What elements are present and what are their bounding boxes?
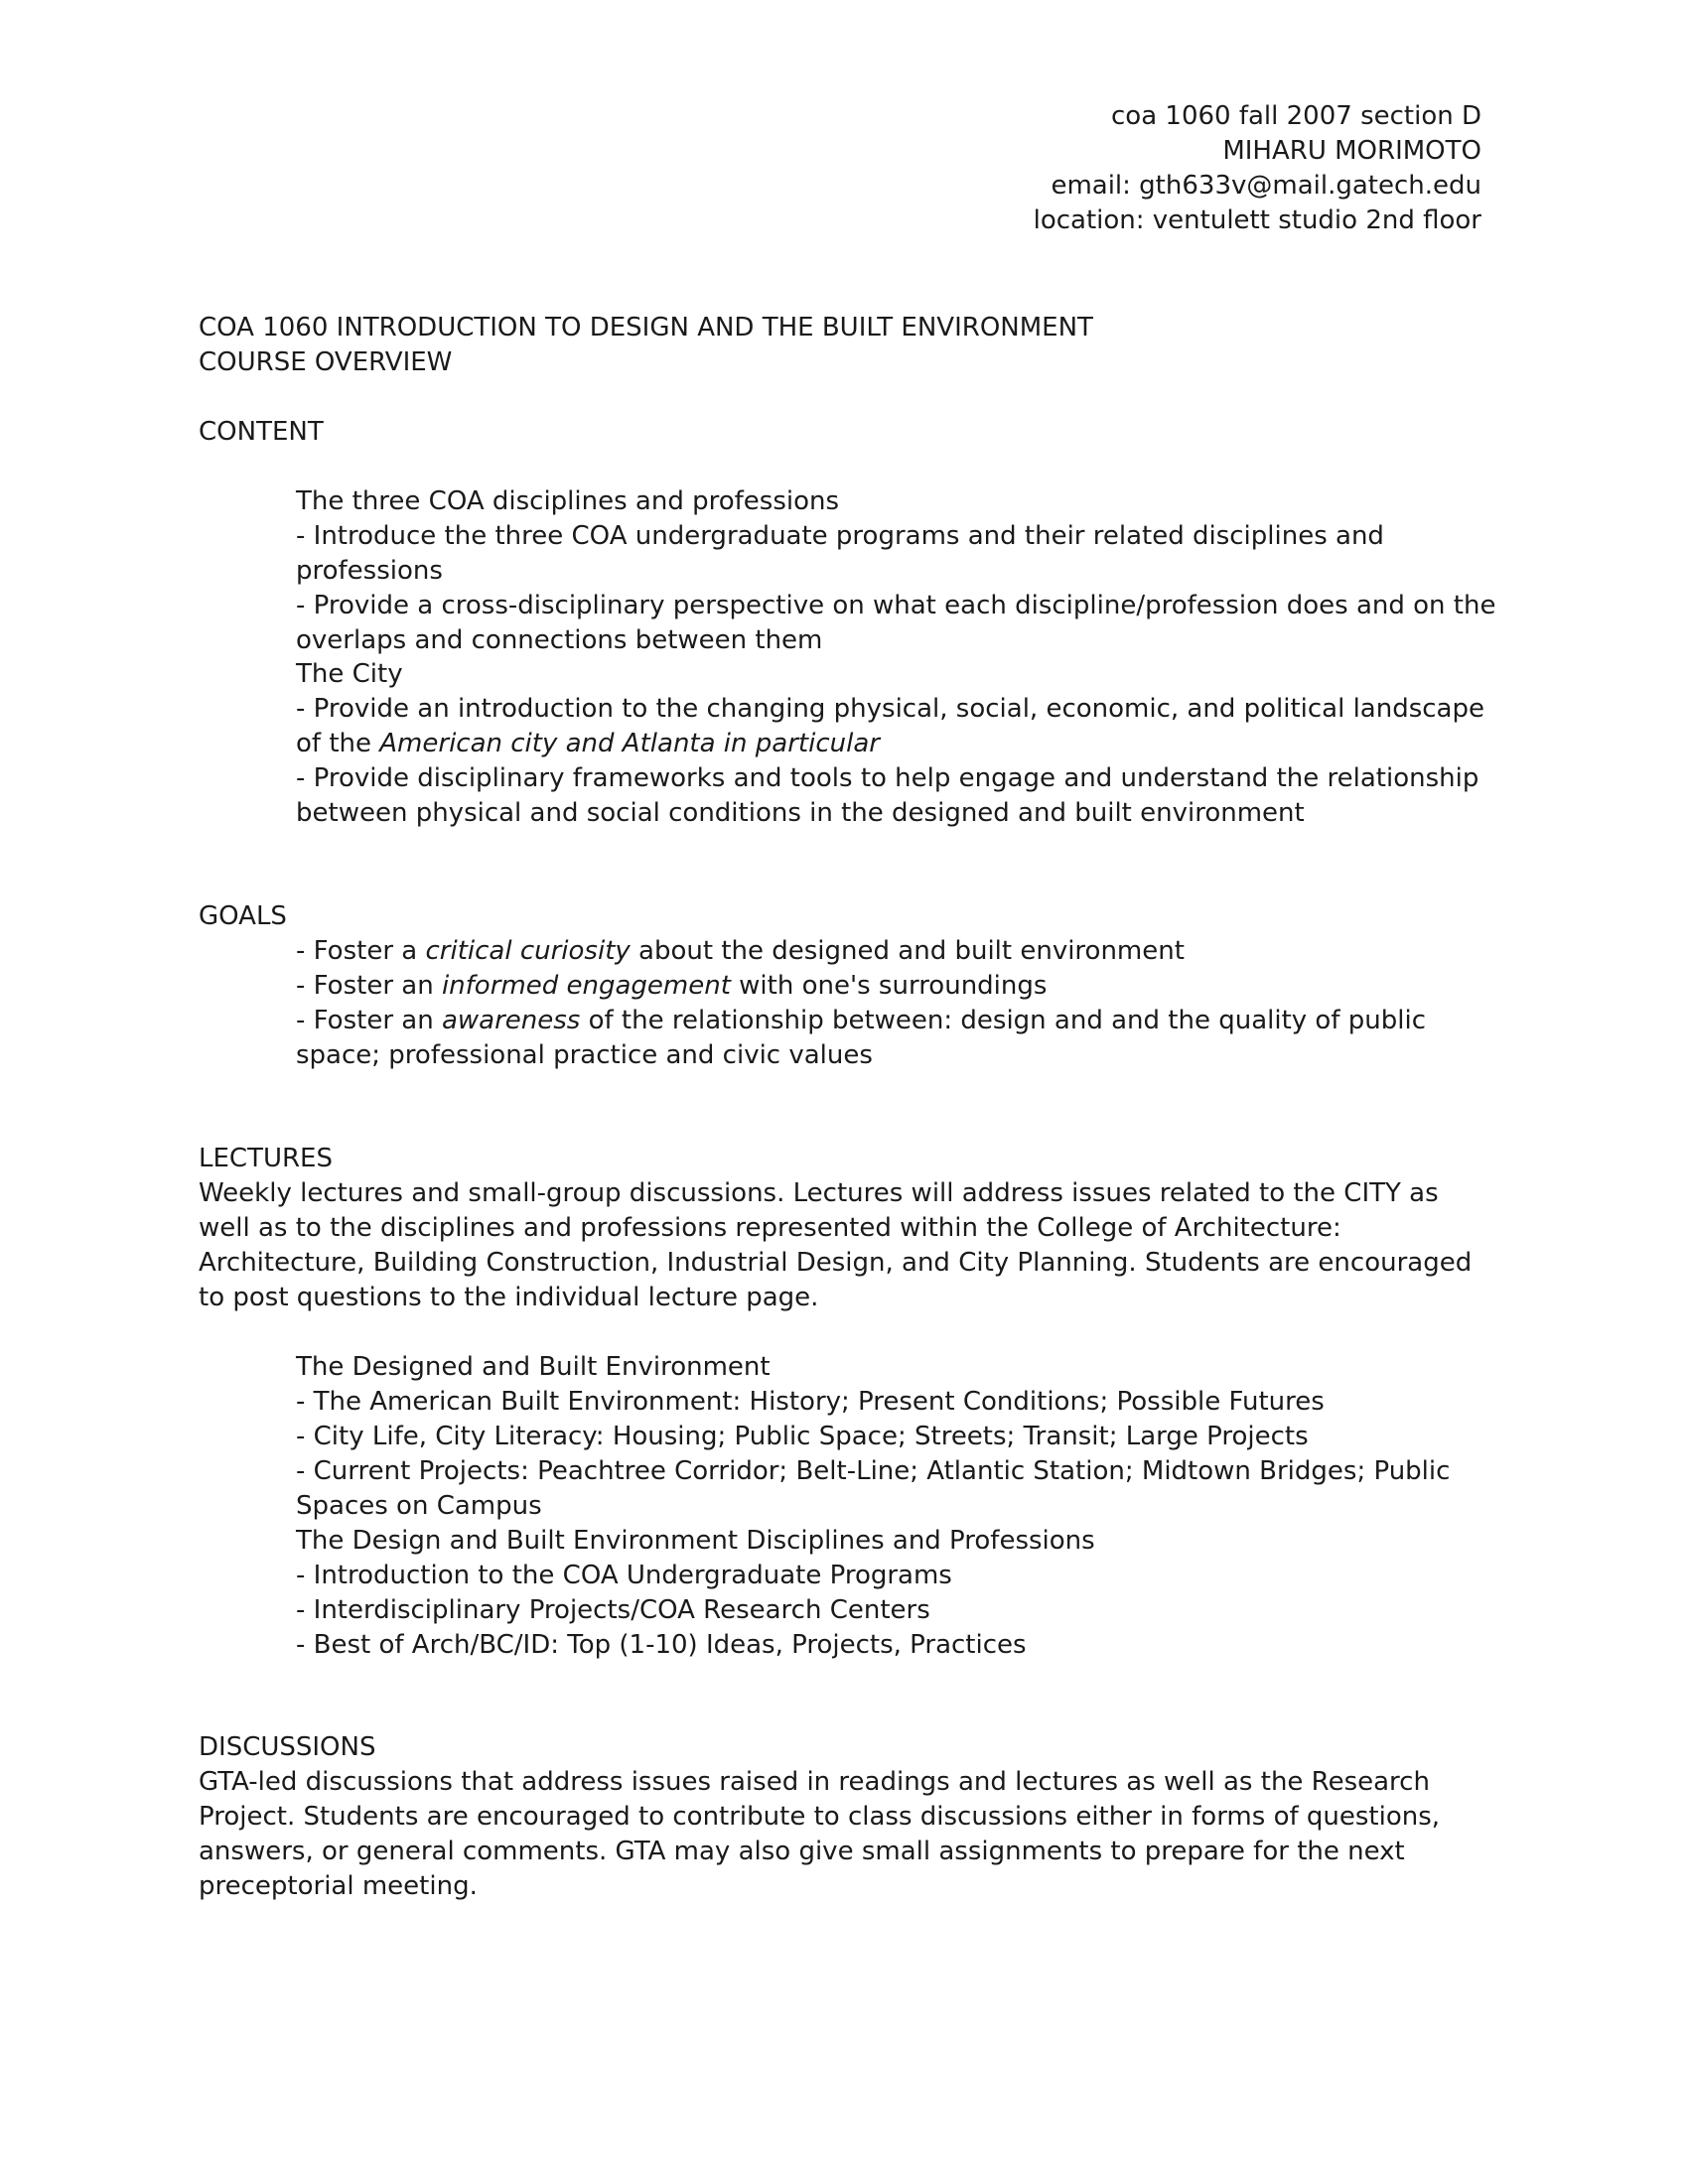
- goal-text: - Foster an: [296, 971, 442, 1001]
- topic-item: - Interdisciplinary Projects/COA Research Centers: [296, 1595, 930, 1625]
- discussions-heading: DISCUSSIONS: [199, 1732, 376, 1762]
- city-item: [296, 692, 1497, 761]
- instructor-email: email: gth633v@mail.gatech.edu: [1051, 171, 1481, 201]
- topic-item: - Best of Arch/BC/ID: Top (1-10) Ideas, Projects, Practices: [296, 1630, 1027, 1660]
- topic-group-title: The Design and Built Environment Disciplines and Professions: [296, 1526, 1095, 1556]
- goal-text: of the relationship between: design and and the quality of public space; professional practice and civic values: [296, 1006, 1426, 1070]
- instructor-name: MIHARU MORIMOTO: [1222, 136, 1481, 166]
- disciplines-item: - Provide a cross-disciplinary perspective on what each discipline/profession does and on the overlaps and connections between them: [296, 591, 1496, 655]
- goal-text: - Foster an: [296, 1006, 442, 1035]
- city-title: The City: [296, 659, 403, 689]
- goal-item: [296, 969, 1497, 1004]
- disciplines-item: - Introduce the three COA undergraduate programs and their related disciplines and professions: [296, 521, 1384, 586]
- city-item-text: - Provide an introduction to the changing physical, social, economic, and political landscape of the: [296, 694, 1484, 758]
- goal-item: [296, 1004, 1497, 1073]
- goal-text: - Foster a: [296, 936, 426, 966]
- goals-list: [296, 934, 1497, 1073]
- topic-item: - Current Projects: Peachtree Corridor; Belt-Line; Atlantic Station; Midtown Bridges; Public Spaces on Campus: [296, 1456, 1451, 1521]
- disciplines-block: [296, 484, 1497, 658]
- instructor-location: location: ventulett studio 2nd floor: [1033, 205, 1481, 235]
- goal-emphasis: critical curiosity: [425, 936, 631, 966]
- lectures-heading: LECTURES: [199, 1144, 333, 1173]
- content-heading: CONTENT: [199, 417, 324, 447]
- title-line-2: COURSE OVERVIEW: [199, 347, 453, 377]
- goal-text: about the designed and built environment: [630, 936, 1185, 966]
- instructor-header: [1034, 99, 1481, 238]
- disciplines-title: The three COA disciplines and professions: [296, 486, 840, 516]
- lectures-description: Weekly lectures and small-group discussions. Lectures will address issues related to the CITY as well as to the disciplines and professions represented within the College of Architecture: Architecture, Building Construction, Industrial Design, and City Planning. Students are encouraged to post questions to the individual lecture page.: [199, 1178, 1473, 1312]
- goals-heading: GOALS: [199, 901, 287, 931]
- city-item: - Provide disciplinary frameworks and tools to help engage and understand the relationship between physical and social conditions in the designed and built environment: [296, 763, 1479, 828]
- topic-item: - The American Built Environment: History; Present Conditions; Possible Futures: [296, 1387, 1325, 1417]
- lecture-topics: [296, 1350, 1497, 1663]
- goal-emphasis: informed engagement: [441, 971, 731, 1001]
- topic-item: - City Life, City Literacy: Housing; Public Space; Streets; Transit; Large Projects: [296, 1422, 1309, 1451]
- topic-group-title: The Designed and Built Environment: [296, 1352, 771, 1382]
- city-item-emphasis: American city and Atlanta in particular: [379, 729, 880, 758]
- goal-emphasis: awareness: [441, 1006, 581, 1035]
- course-section: coa 1060 fall 2007 section D: [1111, 101, 1481, 131]
- city-block: [296, 657, 1497, 831]
- title-line-1: COA 1060 INTRODUCTION TO DESIGN AND THE BUILT ENVIRONMENT: [199, 313, 1093, 342]
- topic-item: - Introduction to the COA Undergraduate Programs: [296, 1561, 952, 1590]
- goal-item: [296, 934, 1497, 969]
- document-title: [199, 311, 1093, 380]
- goal-text: with one's surroundings: [730, 971, 1048, 1001]
- discussions-description: GTA-led discussions that address issues raised in readings and lectures as well as the Research Project. Students are encouraged to contribute to class discussions either in forms of questions, answers, or general comments. GTA may also give small assignments to prepare for the next preceptorial meeting.: [199, 1767, 1441, 1901]
